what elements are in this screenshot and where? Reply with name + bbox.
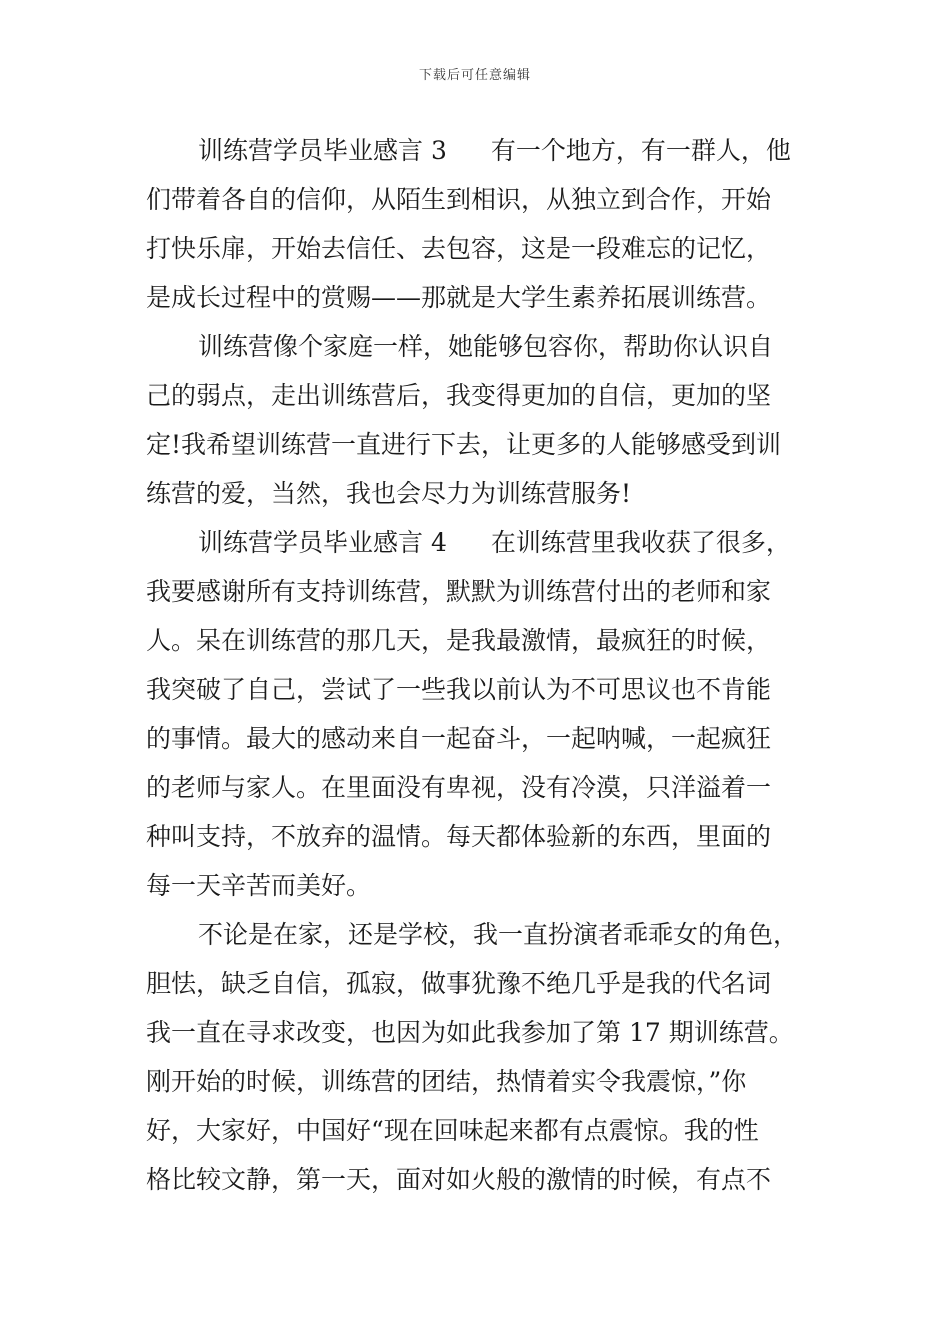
paragraph-line: 每一天辛苦而美好。 xyxy=(146,871,372,900)
document-body xyxy=(146,126,826,1204)
section-4 xyxy=(146,518,826,910)
paragraph-line: 格比较文静，第一天，面对如火般的激情的时候，有点不 xyxy=(146,1165,772,1194)
paragraph-line: 我一直在寻求改变，也因为如此我参加了第 17 期训练营。 xyxy=(146,1018,794,1047)
paragraph-4 xyxy=(146,910,826,1204)
paragraph-line: 打快乐扉，开始去信任、去包容，这是一段难忘的记忆， xyxy=(146,234,772,263)
paragraph-line: 是成长过程中的赏赐——那就是大学生素养拓展训练营。 xyxy=(146,283,772,312)
paragraph-line: 好，大家好，中国好“现在回味起来都有点震惊。我的性 xyxy=(146,1116,759,1145)
section-3 xyxy=(146,126,826,322)
paragraph-line: 我突破了自己，尝试了一些我以前认为不可思议也不肯能 xyxy=(146,675,772,704)
section-4-title: 训练营学员毕业感言 4 xyxy=(198,528,447,557)
paragraph-line: 人。呆在训练营的那几天，是我最激情，最疯狂的时候， xyxy=(146,626,772,655)
paragraph-line: 种叫支持，不放弃的温情。每天都体验新的东西，里面的 xyxy=(146,822,772,851)
paragraph-line: 们带着各自的信仰，从陌生到相识，从独立到合作，开始 xyxy=(146,185,772,214)
paragraph-line: 的事情。最大的感动来自一起奋斗，一起呐喊，一起疯狂 xyxy=(146,724,772,753)
paragraph-line: 定!我希望训练营一直进行下去，让更多的人能够感受到训 xyxy=(146,430,782,459)
paragraph-line: 我要感谢所有支持训练营，默默为训练营付出的老师和家 xyxy=(146,577,772,606)
paragraph-line: 刚开始的时候，训练营的团结，热情着实令我震惊，”你 xyxy=(146,1067,747,1096)
paragraph-line: 练营的爱，当然，我也会尽力为训练营服务! xyxy=(146,479,632,508)
section-3-title: 训练营学员毕业感言 3 xyxy=(198,136,447,165)
page-header-note: 下载后可任意编辑 xyxy=(418,68,531,83)
paragraph-line: 己的弱点，走出训练营后，我变得更加的自信，更加的坚 xyxy=(146,381,772,410)
paragraph-line: 训练营像个家庭一样，她能够包容你，帮助你认识自 xyxy=(198,332,774,361)
paragraph-line: 有一个地方，有一群人，他 xyxy=(490,136,791,165)
paragraph-2 xyxy=(146,322,826,518)
section-4-first-line xyxy=(146,518,826,567)
section-3-first-line xyxy=(146,126,826,175)
paragraph-line: 胆怯，缺乏自信，孤寂，做事犹豫不绝几乎是我的代名词 xyxy=(146,969,772,998)
paragraph-line: 的老师与家人。在里面没有卑视，没有冷漠，只洋溢着一 xyxy=(146,773,772,802)
paragraph-line: 不论是在家，还是学校，我一直扮演者乖乖女的角色， xyxy=(198,920,799,949)
paragraph-line: 在训练营里我收获了很多， xyxy=(490,528,791,557)
